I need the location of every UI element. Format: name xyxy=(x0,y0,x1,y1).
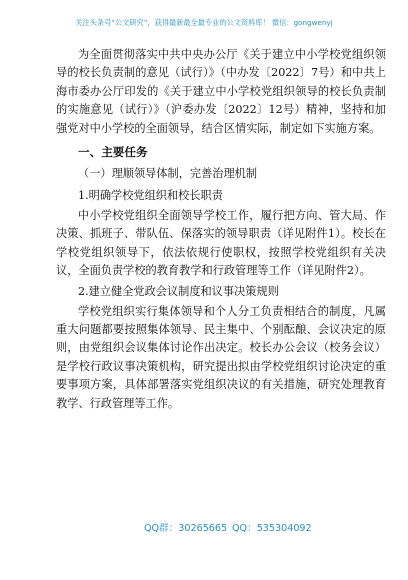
qq-group-text: QQ群：30265665 xyxy=(144,523,228,534)
item-body-1: 中小学校党组织全面领导学校工作，履行把方向、管大局、作决策、抓班子、带队伍、保落实的领导职责（详见附件1）。校长在学校党组织领导下，依法依规行使职权，按照学校党组织有关决议，全面负责学校的教育教学和行政管理等工作（详见附件2）。 xyxy=(56,209,386,278)
intro-paragraph: 为全面贯彻落实中共中央办公厅《关于建立中小学校党组织领导的校长负责制的意见（试行）》（中办发〔2022〕7号）和中共上海市委办公厅印发的《关于建立中小学校党组织领导的校长负责制的实施意见（试行）》（沪委办发〔2022〕12号）精神，坚持和加强党对中小学校的全面领导，结合区情实际，制定如下实施方案。 xyxy=(56,48,386,135)
subsection-heading: （一）理顺领导体制，完善治理机制 xyxy=(78,167,258,181)
item-heading-2: 2.建立健全党政会议制度和议事决策规则 xyxy=(78,284,279,298)
item-heading-1: 1.明确学校党组织和校长职责 xyxy=(78,189,223,203)
section-heading: 一、主要任务 xyxy=(78,145,148,160)
qq-text: QQ：535304092 xyxy=(232,523,312,534)
document-body xyxy=(56,46,386,413)
header-banner: 关注头条号“公文研究”，获得最新最全最专业的公文资料库！ 微信：gongwenyj xyxy=(75,18,333,27)
item-body-2: 学校党组织实行集体领导和个人分工负责相结合的制度，凡属重大问题都要按照集体领导、民主集中、个别酝酿、会议决定的原则，由党组织会议集体讨论作出决定。校长办公会议（校务会议）是学校行政议事决策机构，研究提出拟由学校党组织讨论决定的重要事项方案，具体部署落实党组织决议的有关措施，研究处理教育教学、行政管理等工作。 xyxy=(56,304,386,410)
